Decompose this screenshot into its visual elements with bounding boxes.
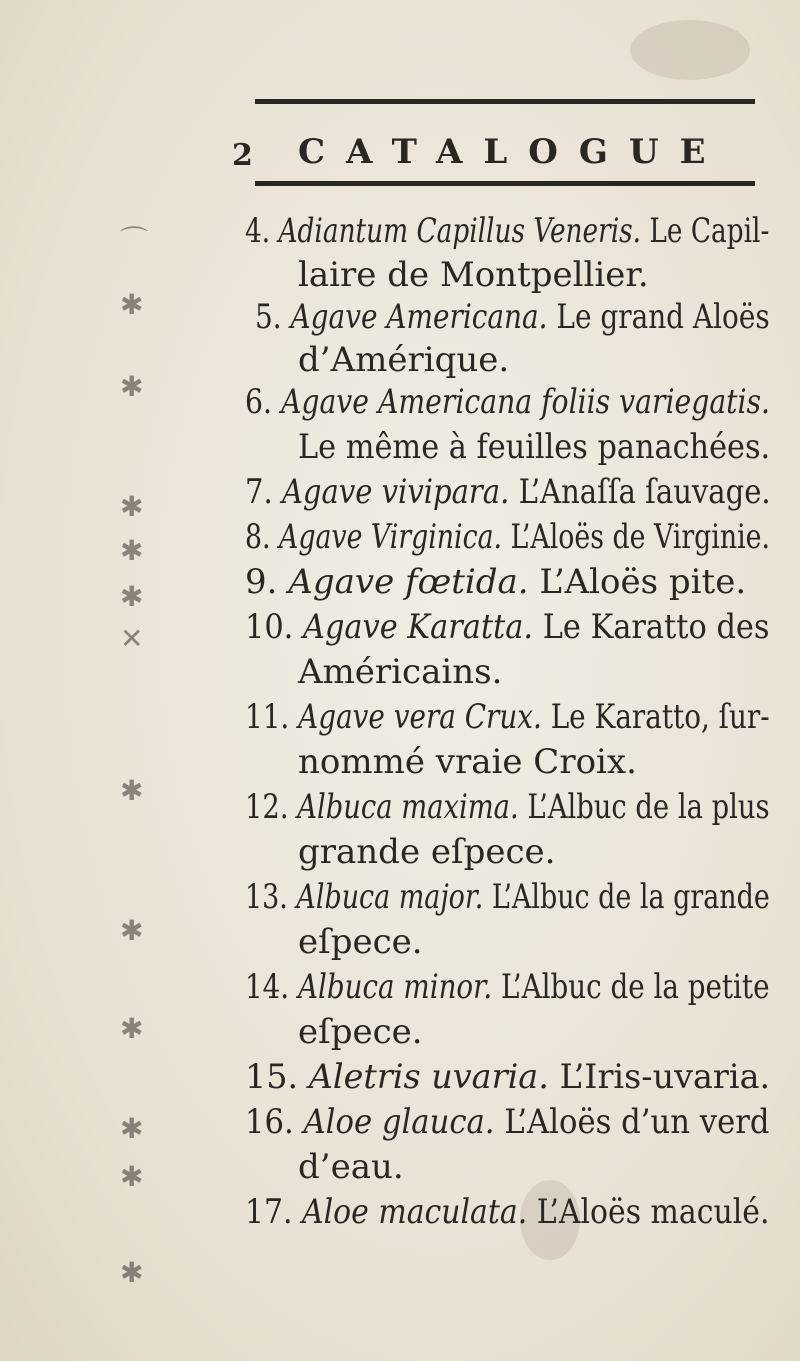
- entry-10-line-2: [298, 652, 503, 692]
- entry-7-line-1: [245, 472, 771, 512]
- entry-number: 9.: [245, 562, 278, 602]
- entry-8-line-1: [245, 517, 770, 557]
- entry-5-line-1: [255, 297, 770, 337]
- margin-mark-icon: ✱: [120, 1012, 144, 1045]
- entry-12-line-2: [298, 832, 556, 872]
- latin-name: Aloe maculata.: [302, 1192, 528, 1232]
- entry-16-line-1: [245, 1102, 770, 1142]
- latin-name: Aletris uvaria.: [308, 1057, 549, 1097]
- entry-number: 5.: [255, 297, 282, 337]
- common-name: Le Capil-: [649, 211, 770, 251]
- entry-9-line-1: [245, 562, 747, 602]
- common-name: grande eſpece.: [298, 832, 556, 872]
- entry-number: 16.: [245, 1102, 294, 1142]
- margin-mark-icon: ✱: [120, 1160, 144, 1193]
- latin-name: Aloe glauca.: [303, 1102, 495, 1142]
- margin-mark-icon: ✱: [120, 370, 144, 403]
- margin-mark-icon: ✱: [120, 288, 144, 321]
- margin-mark-icon: ✱: [120, 1256, 144, 1289]
- entry-number: 4.: [245, 211, 271, 251]
- margin-mark-icon: ✱: [120, 534, 144, 567]
- common-name: L’Aloës d’un verd: [504, 1102, 770, 1142]
- entry-5-line-2: [298, 340, 510, 380]
- entry-16-line-2: [298, 1147, 404, 1187]
- entry-number: 12.: [245, 787, 289, 827]
- common-name: d’eau.: [298, 1147, 404, 1187]
- margin-mark-icon: ✕: [120, 622, 144, 655]
- entry-6-line-2: [298, 427, 771, 467]
- latin-name: Albuca major.: [296, 877, 484, 917]
- common-name: d’Amérique.: [298, 340, 510, 380]
- common-name: Le même à feuilles panachées.: [298, 427, 771, 467]
- latin-name: Agave Virginica.: [279, 517, 503, 557]
- entry-number: 17.: [245, 1192, 293, 1232]
- entry-number: 15.: [245, 1057, 299, 1097]
- common-name: L’Albuc de la plus: [527, 787, 770, 827]
- common-name: eſpece.: [298, 922, 423, 962]
- common-name: L’Albuc de la grande: [491, 877, 770, 917]
- common-name: nommé vraie Croix.: [298, 742, 637, 782]
- latin-name: Agave Americana foliis variegatis.: [280, 382, 771, 422]
- latin-name: Agave fœtida.: [288, 562, 529, 602]
- margin-mark-icon: ✱: [120, 490, 144, 523]
- entry-10-line-1: [245, 607, 770, 647]
- common-name: laire de Montpellier.: [298, 255, 649, 295]
- latin-name: Adiantum Capillus Veneris.: [278, 211, 642, 251]
- entry-4-line-2: [298, 255, 649, 295]
- entry-12-line-1: [245, 787, 770, 827]
- common-name: Américains.: [298, 652, 503, 692]
- entry-number: 7.: [245, 472, 273, 512]
- common-name: Le Karatto, ſur-: [550, 697, 770, 737]
- latin-name: Albuca maxima.: [297, 787, 519, 827]
- common-name: L’Aloës pite.: [539, 562, 747, 602]
- common-name: L’Aloës de Virginie.: [510, 517, 770, 557]
- entry-4-line-1: [245, 211, 770, 251]
- common-name: L’Iris-uvaria.: [559, 1057, 771, 1097]
- entry-15-line-1: [245, 1057, 771, 1097]
- header-rule-bottom: [255, 181, 755, 186]
- margin-mark-icon: ✱: [120, 1112, 144, 1145]
- entry-number: 14.: [245, 967, 290, 1007]
- common-name: Le Karatto des: [542, 607, 770, 647]
- common-name: eſpece.: [298, 1012, 423, 1052]
- entry-11-line-2: [298, 742, 637, 782]
- running-head: CATALOGUE: [298, 132, 727, 172]
- entry-11-line-1: [245, 697, 770, 737]
- entry-number: 6.: [245, 382, 272, 422]
- entry-14-line-1: [245, 967, 770, 1007]
- margin-mark-icon: ⌒: [120, 224, 149, 257]
- latin-name: Agave vivipara.: [281, 472, 510, 512]
- common-name: Le grand Aloës: [556, 297, 770, 337]
- paper-stain: [630, 20, 750, 80]
- entry-13-line-1: [245, 877, 770, 917]
- common-name: L’Albuc de la petite: [501, 967, 770, 1007]
- latin-name: Agave Americana.: [290, 297, 548, 337]
- latin-name: Albuca minor.: [297, 967, 493, 1007]
- entry-14-line-2: [298, 1012, 423, 1052]
- common-name: L’Aloës maculé.: [536, 1192, 770, 1232]
- margin-mark-icon: ✱: [120, 774, 144, 807]
- margin-mark-icon: ✱: [120, 914, 144, 947]
- entry-number: 8.: [245, 517, 271, 557]
- entry-number: 11.: [245, 697, 290, 737]
- header-rule-top: [255, 99, 755, 104]
- margin-mark-icon: ✱: [120, 580, 144, 613]
- entry-17-line-1: [245, 1192, 770, 1232]
- common-name: L’Anaſſa ſauvage.: [518, 472, 771, 512]
- entry-number: 10.: [245, 607, 294, 647]
- latin-name: Agave vera Crux.: [298, 697, 542, 737]
- latin-name: Agave Karatta.: [303, 607, 534, 647]
- entry-number: 13.: [245, 877, 288, 917]
- entry-13-line-2: [298, 922, 423, 962]
- page-number: 2: [232, 138, 253, 173]
- entry-6-line-1: [245, 382, 771, 422]
